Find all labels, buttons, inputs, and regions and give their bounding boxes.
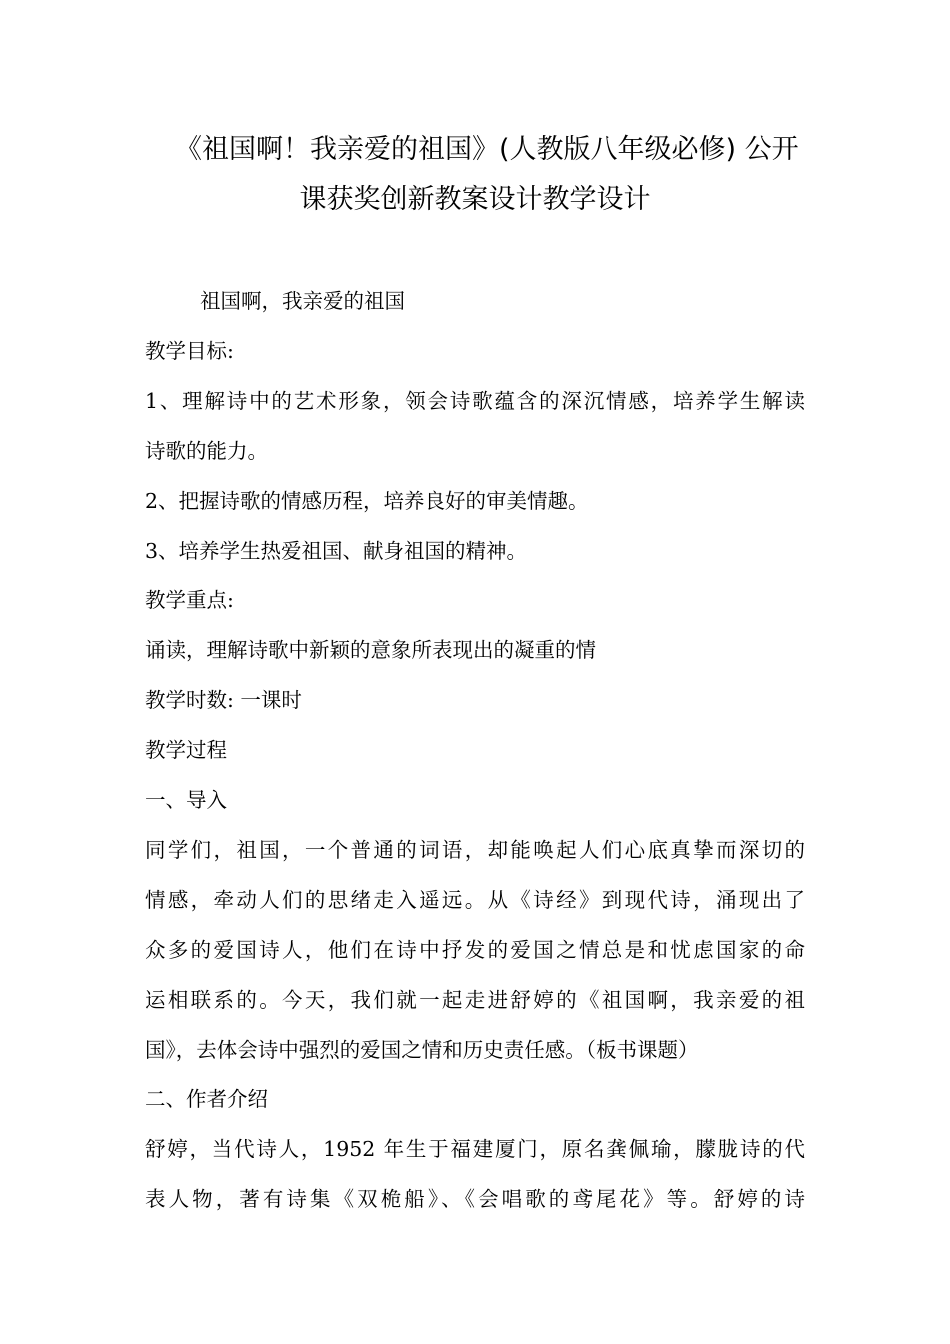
paragraph-line: 3、培养学生热爱祖国、献身祖国的精神。 bbox=[145, 539, 528, 563]
paragraph-line: 同学们，祖国，一个普通的词语，却能唤起人们心底真挚而深切的 bbox=[145, 838, 805, 862]
section-heading-objectives: 教学目标: bbox=[145, 339, 234, 363]
paragraph-line: 国》，去体会诗中强烈的爱国之情和历史责任感。（板书课题） bbox=[145, 1038, 699, 1062]
lesson-subtitle: 祖国啊，我亲爱的祖国 bbox=[200, 289, 405, 313]
document-title-line-1: 《祖国啊！我亲爱的祖国》(人教版八年级必修) 公开 bbox=[175, 134, 799, 165]
paragraph-line: 舒婷，当代诗人，1952 年生于福建厦门，原名龚佩瑜，朦胧诗的代 bbox=[145, 1137, 805, 1161]
paragraph-line: 1、理解诗中的艺术形象，领会诗歌蕴含的深沉情感，培养学生解读 bbox=[145, 389, 805, 413]
paragraph-line: 诵读，理解诗歌中新颖的意象所表现出的凝重的情 bbox=[145, 638, 596, 662]
paragraph-line: 2、把握诗歌的情感历程，培养良好的审美情趣。 bbox=[145, 489, 589, 513]
paragraph-line: 情感，牵动人们的思绪走入遥远。从《诗经》到现代诗，涌现出了 bbox=[145, 888, 805, 912]
section-heading-author: 二、作者介绍 bbox=[145, 1087, 268, 1111]
section-heading-process: 教学过程 bbox=[145, 738, 227, 762]
paragraph-line: 运相联系的。今天，我们就一起走进舒婷的《祖国啊，我亲爱的祖 bbox=[145, 988, 805, 1012]
document-title-line-2: 课获奖创新教案设计教学设计 bbox=[299, 184, 651, 215]
section-heading-key-points: 教学重点: bbox=[145, 588, 234, 612]
paragraph-line: 教学时数: 一课时 bbox=[145, 688, 302, 712]
paragraph-line: 众多的爱国诗人，他们在诗中抒发的爱国之情总是和忧虑国家的命 bbox=[145, 938, 805, 962]
section-heading-intro: 一、导入 bbox=[145, 788, 227, 812]
paragraph-line: 表人物，著有诗集《双桅船》、《会唱歌的鸢尾花》等。舒婷的诗 bbox=[145, 1187, 805, 1211]
paragraph-line: 诗歌的能力。 bbox=[145, 439, 268, 463]
